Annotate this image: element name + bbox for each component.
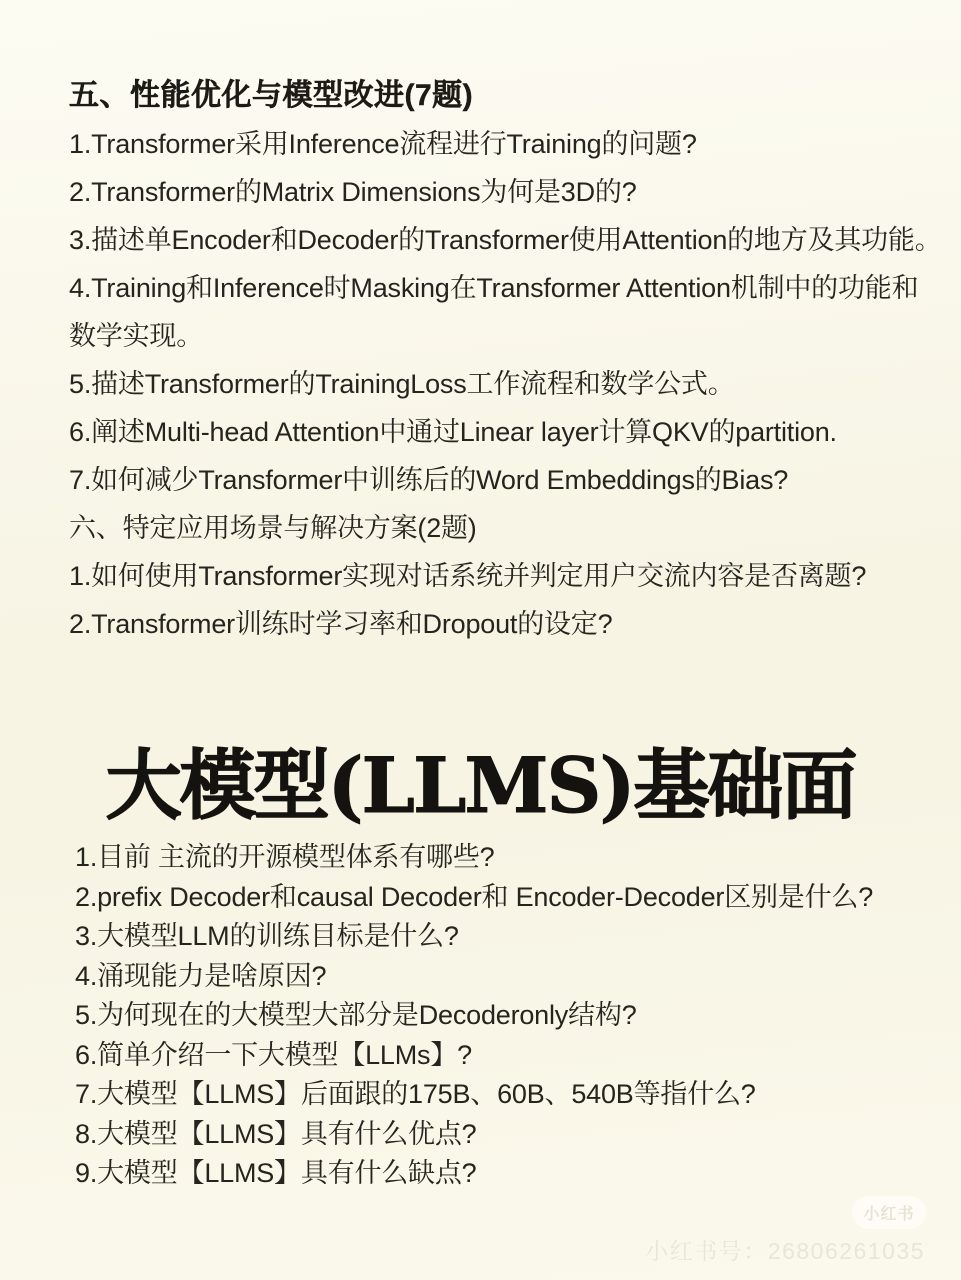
question-line: 6.阐述Multi-head Attention中通过Linear layer计算QKV的partition.: [69, 417, 837, 447]
question-line: 3.描述单Encoder和Decoder的Transformer使用Attention的地方及其功能。: [69, 225, 942, 255]
transformer-questions-block: [69, 72, 955, 648]
question-line: 2.Transformer的Matrix Dimensions为何是3D的?: [69, 177, 637, 207]
performance-question-list: [69, 120, 955, 504]
question-line: 1.Transformer采用Inference流程进行Training的问题?: [69, 129, 697, 159]
question-line: 4.涌现能力是啥原因?: [75, 960, 327, 991]
question-line: 9.大模型【LLMS】具有什么缺点?: [75, 1158, 477, 1188]
llms-question-list: [75, 838, 955, 1194]
performance-section-heading: 五、性能优化与模型改进(7题): [69, 79, 474, 112]
question-line: 2.Transformer训练时学习率和Dropout的设定?: [69, 609, 613, 639]
question-line: 5.为何现在的大模型大部分是Decoderonly结构?: [75, 1000, 637, 1030]
application-section: [69, 504, 955, 648]
question-line: 6.简单介绍一下大模型【LLMs】?: [75, 1039, 472, 1070]
llms-basics-block: [75, 838, 955, 1194]
question-line: 1.目前 主流的开源模型体系有哪些?: [75, 842, 495, 872]
xiaohongshu-logo-text: 小红书: [863, 1206, 915, 1223]
question-line: 4.Training和Inference时Masking在Transformer Attention机制中的功能和: [69, 273, 919, 303]
page-title: 大模型(LLMS)基础面: [105, 740, 856, 830]
question-line: 1.如何使用Transformer实现对话系统并判定用户交流内容是否离题?: [69, 561, 867, 591]
question-line: 8.大模型【LLMS】具有什么优点?: [75, 1118, 477, 1149]
xiaohongshu-account-id: 小红书号：26806261035: [645, 1238, 925, 1264]
question-line: 5.描述Transformer的TrainingLoss工作流程和数学公式。: [69, 369, 735, 399]
question-line: 7.大模型【LLMS】后面跟的175B、60B、540B等指什么?: [75, 1079, 756, 1109]
question-line: 3.大模型LLM的训练目标是什么?: [75, 921, 459, 951]
performance-section: [69, 72, 955, 504]
xiaohongshu-logo-badge: [852, 1196, 926, 1229]
application-question-list: [69, 552, 955, 648]
question-line: 7.如何减少Transformer中训练后的Word Embeddings的Bias?: [69, 465, 789, 495]
application-section-heading: 六、特定应用场景与解决方案(2题): [69, 513, 477, 543]
question-line: 2.prefix Decoder和causal Decoder和 Encoder-Decoder区别是什么?: [75, 881, 874, 912]
question-line: 数学实现。: [69, 321, 203, 351]
